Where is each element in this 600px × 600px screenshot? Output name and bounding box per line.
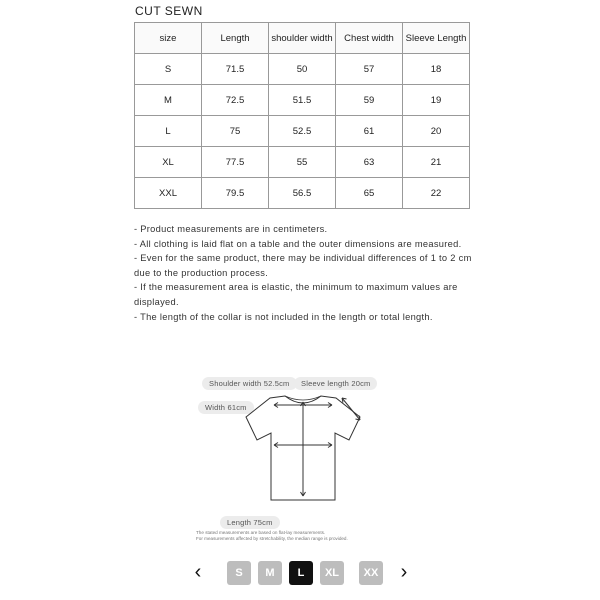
table-cell: 57: [336, 54, 403, 85]
table-cell: 56.5: [269, 178, 336, 209]
table-cell: 71.5: [202, 54, 269, 85]
section-title: CUT SEWN: [135, 4, 203, 18]
table-cell: 52.5: [269, 116, 336, 147]
table-cell: 51.5: [269, 85, 336, 116]
table-cell: 79.5: [202, 178, 269, 209]
table-header-row: [135, 23, 470, 54]
width-label: Width 61cm: [198, 401, 254, 414]
table-cell: 18: [403, 54, 470, 85]
table-cell: L: [135, 116, 202, 147]
note-line: - All clothing is laid flat on a table and the outer dimensions are measured.: [134, 238, 462, 249]
previous-arrow-icon[interactable]: ‹: [194, 561, 202, 583]
measurement-notes: [134, 222, 474, 324]
shoulder-width-label: Shoulder width 52.5cm: [202, 377, 297, 390]
table-cell: XL: [135, 147, 202, 178]
table-cell: 19: [403, 85, 470, 116]
table-cell: 72.5: [202, 85, 269, 116]
note-line: - Even for the same product, there may be individual differences of 1 to 2 cm due to the production process.: [134, 253, 472, 278]
table-row: [135, 116, 470, 147]
table-cell: 50: [269, 54, 336, 85]
column-header-size: size: [135, 23, 202, 54]
note-line: - Product measurements are in centimeters.: [134, 224, 328, 234]
table-cell: 21: [403, 147, 470, 178]
footnote-stretch: For measurements affected by stretchability, the median range is provided.: [196, 536, 348, 541]
table-row: [135, 85, 470, 116]
table-cell: XXL: [135, 178, 202, 209]
table-cell: 77.5: [202, 147, 269, 178]
sleeve-length-label: Sleeve length 20cm: [294, 377, 377, 390]
size-chart-table: [134, 22, 470, 209]
tshirt-measurement-diagram: [190, 370, 400, 550]
table-cell: 55: [269, 147, 336, 178]
table-row: [135, 178, 470, 209]
length-label: Length 75cm: [220, 516, 280, 529]
table-cell: 63: [336, 147, 403, 178]
table-row: [135, 54, 470, 85]
note-line: - The length of the collar is not included in the length or total length.: [134, 311, 433, 322]
size-option-m[interactable]: M: [258, 561, 282, 585]
column-header-length: Length: [202, 23, 269, 54]
table-cell: 65: [336, 178, 403, 209]
size-selector: [190, 560, 420, 586]
footnote-flat-lay: The stated measurements are based on flat-lay measurements.: [196, 530, 326, 535]
table-cell: 22: [403, 178, 470, 209]
table-row: [135, 147, 470, 178]
column-header-sleeve-length: Sleeve Length: [403, 23, 470, 54]
size-option-s[interactable]: S: [227, 561, 251, 585]
column-header-shoulder-width: shoulder width: [269, 23, 336, 54]
table-cell: S: [135, 54, 202, 85]
size-option-xl[interactable]: XL: [320, 561, 344, 585]
table-cell: 20: [403, 116, 470, 147]
size-option-xx[interactable]: XX: [359, 561, 383, 585]
table-cell: M: [135, 85, 202, 116]
table-cell: 61: [336, 116, 403, 147]
table-cell: 59: [336, 85, 403, 116]
column-header-chest-width: Chest width: [336, 23, 403, 54]
size-option-l-selected[interactable]: L: [289, 561, 313, 585]
next-arrow-icon[interactable]: ›: [400, 561, 408, 583]
table-cell: 75: [202, 116, 269, 147]
note-line: - If the measurement area is elastic, the minimum to maximum values are displayed.: [134, 282, 458, 307]
